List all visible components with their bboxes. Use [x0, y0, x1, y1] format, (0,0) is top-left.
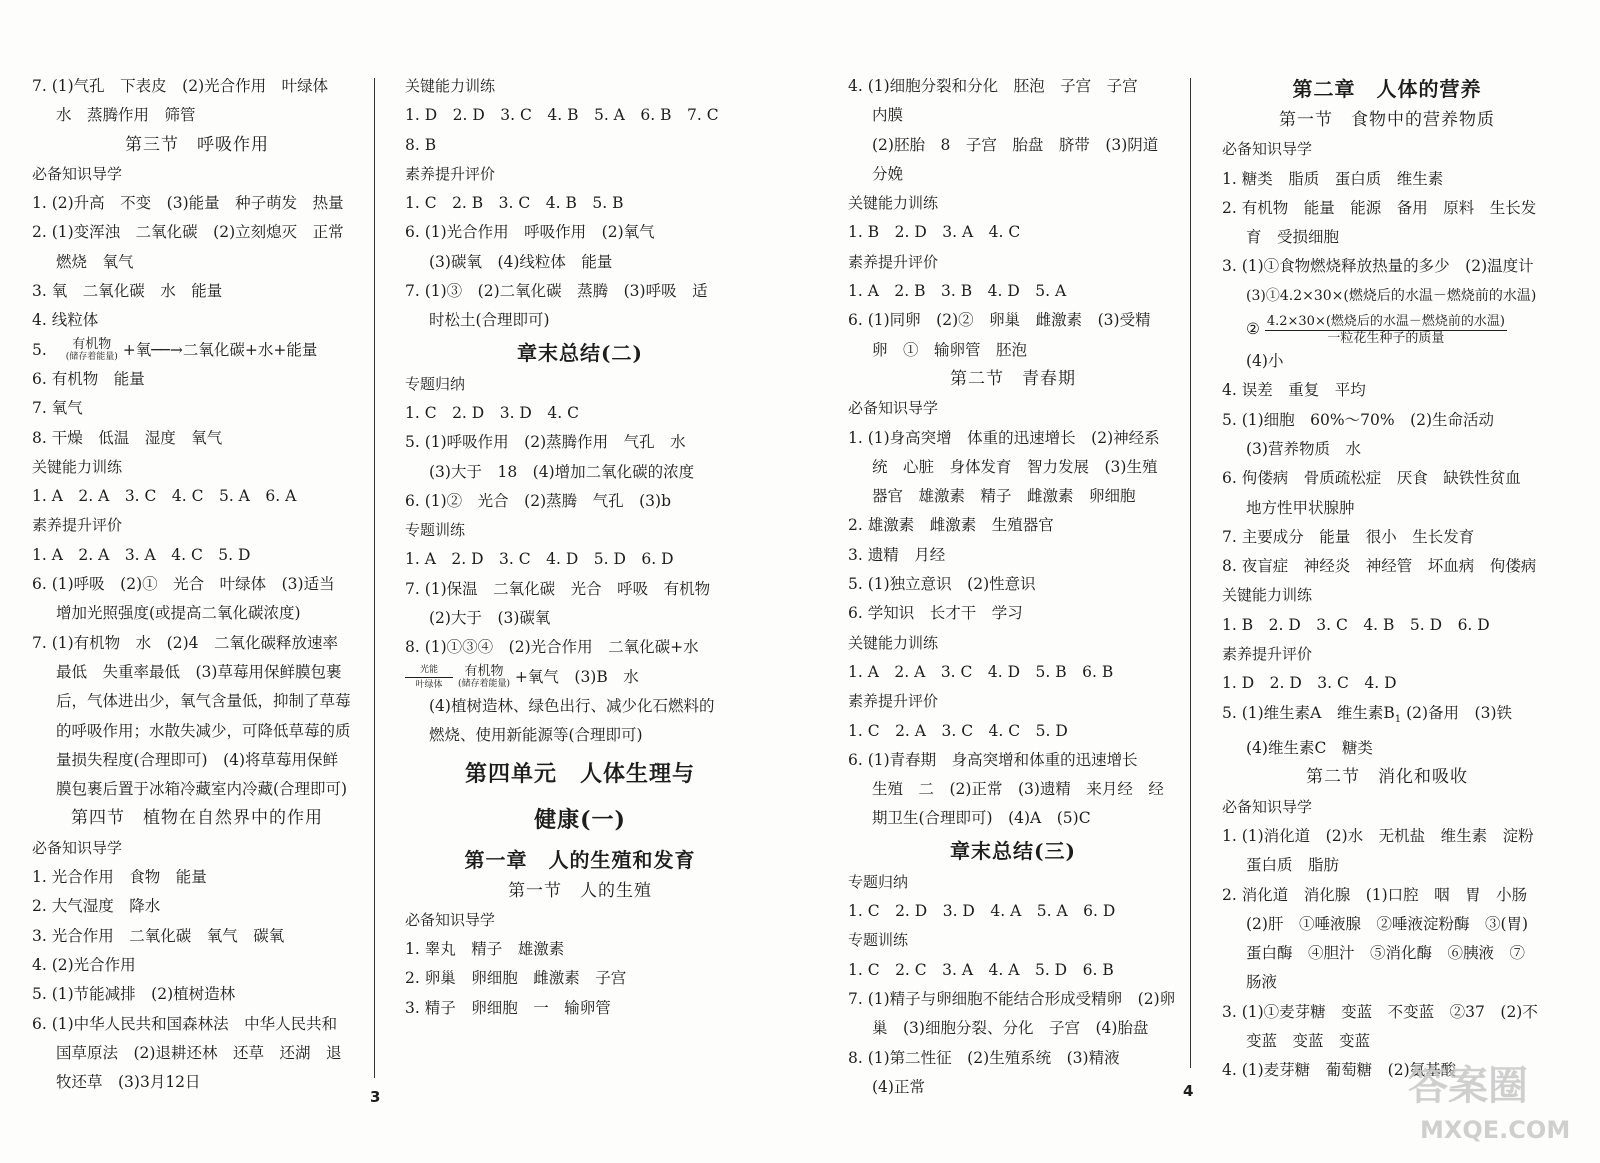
answer-line: 卵 ① 输卵管 胚泡: [872, 340, 1028, 359]
answer-line: 时松土(合理即可): [429, 311, 550, 330]
organic-matter-stack: [457, 663, 510, 690]
answer-line: 8. 夜盲症 神经炎 神经管 坏血病 佝偻病: [1222, 557, 1537, 576]
chapter-summary-heading: 章末总结(二): [517, 340, 643, 365]
answer-line: 8. (1)①③④ (2)光合作用 二氧化碳+水: [405, 638, 699, 657]
answer-line: 1. 睾丸 精子 雄激素: [405, 940, 565, 959]
chapter-heading: 第一章 人的生殖和发育: [464, 847, 696, 872]
answer-line: 燃烧 氧气: [56, 252, 134, 271]
watermark-logo: 答案圈: [1408, 1063, 1528, 1109]
stack-top: 有机物: [464, 663, 504, 679]
answer-line: 7. (1)气孔 下表皮 (2)光合作用 叶绿体: [32, 77, 329, 95]
subsection-label: 关键能力训练: [405, 77, 496, 95]
answer-line: 7. (1)精子与卵细胞不能结合形成受精卵 (2)卵: [848, 989, 1176, 1008]
reaction-arrow: [405, 665, 453, 690]
chapter-heading: 第二章 人体的营养: [1292, 77, 1482, 101]
answer-line: 6. 学知识 长才干 学习: [848, 604, 1023, 623]
section-heading: 第四节 植物在自然界中的作用: [71, 808, 323, 829]
answer-line: 1. (1)消化道 (2)水 无机盐 维生素 淀粉: [1222, 826, 1534, 845]
equation-rest: +氧──→二氧化碳+水+能量: [122, 340, 318, 359]
answer-line: (4)小: [1246, 352, 1284, 371]
answer-line: 6. (1)中华人民共和国森林法 中华人民共和: [32, 1014, 338, 1033]
subsection-label: 专题归纳: [405, 374, 466, 393]
column-3: [848, 72, 1178, 1102]
section-heading: 第二节 消化和吸收: [1306, 767, 1468, 788]
answer-line: 3. 精子 卵细胞 一 输卵管: [405, 998, 611, 1017]
section-heading: 第三节 呼吸作用: [125, 134, 269, 155]
page-number: 4: [1183, 1082, 1194, 1100]
answer-line: 的呼吸作用；水散失减少，可降低草莓的质: [56, 721, 351, 740]
answer-line: 增加光照强度(或提高二氧化碳浓度): [56, 604, 301, 623]
answer-line: 3. 氧 二氧化碳 水 能量: [32, 282, 223, 301]
answer-line: 7. 主要成分 能量 很小 生长发育: [1222, 527, 1475, 546]
stack-note: (储存着能量): [65, 351, 118, 362]
unit-heading: 第四单元 人体生理与: [464, 760, 695, 787]
answer-line: 1. C 2. D 3. D 4. C: [405, 403, 579, 422]
answer-line: 燃烧、使用新能源等(合理即可): [429, 726, 643, 745]
answer-line: (4)植树造林、绿色出行、减少化石燃料的: [429, 696, 715, 715]
arrow-site: 叶绿体: [415, 680, 443, 691]
subsection-label: 必备知识导学: [1222, 140, 1313, 159]
fraction-numerator: 4.2×30×(燃烧后的水温－燃烧前的水温): [1266, 313, 1505, 329]
answer-line: 4. (2)光合作用: [32, 955, 136, 974]
subsection-label: 必备知识导学: [1222, 797, 1313, 816]
subsection-label: 专题训练: [405, 521, 466, 540]
answer-line: 7. (1)有机物 水 (2)4 二氧化碳释放速率: [32, 633, 338, 652]
answer-line: 1. D 2. D 3. C 4. D: [1222, 674, 1397, 693]
watermark-url: MXQE.COM: [1420, 1116, 1571, 1144]
answer-line: 1. D 2. D 3. C 4. B 5. A 6. B 7. C: [405, 106, 719, 125]
answer-line: 3. (1)①食物燃烧释放热量的多少 (2)温度计: [1222, 257, 1534, 276]
answer-line: 分娩: [872, 164, 904, 183]
answer-line: (3)碳氧 (4)线粒体 能量: [429, 252, 613, 271]
column-4: [1222, 72, 1552, 1086]
answer-line: 3. 光合作用 二氧化碳 氧气 碳氧: [32, 926, 285, 945]
answer-line: 2. 消化道 消化腺 (1)口腔 咽 胃 小肠: [1222, 885, 1528, 904]
answer-line: 膜包裹后置于冰箱冷藏室内冷藏(合理即可): [56, 780, 348, 799]
answer-line: 1. C 2. C 3. A 4. A 5. D 6. B: [848, 960, 1114, 979]
chapter-summary-heading: 章末总结(三): [950, 838, 1076, 863]
column-1: [32, 72, 362, 1097]
answer-line: 肠液: [1246, 973, 1278, 992]
subsection-label: 关键能力训练: [32, 457, 123, 476]
answer-line: 3. 遗精 月经: [848, 545, 946, 564]
answer-line: 5. (1)独立意识 (2)性意识: [848, 575, 1036, 594]
answer-line: 1. 糖类 脂质 蛋白质 维生素: [1222, 169, 1444, 188]
column-2: [405, 72, 755, 1023]
answer-line: 6. (1)呼吸 (2)① 光合 叶绿体 (3)适当: [32, 575, 335, 594]
answer-line: 1. A 2. A 3. C 4. D 5. B 6. B: [848, 662, 1114, 681]
answer-line: (2)胚胎 8 子宫 胎盘 脐带 (3)阴道: [872, 135, 1159, 154]
answer-line: 8. (1)第二性征 (2)生殖系统 (3)精液: [848, 1048, 1120, 1067]
organic-matter-stack: [65, 336, 118, 363]
answer-line: 育 受损细胞: [1246, 228, 1340, 247]
answer-line: 量损失程度(合理即可) (4)将草莓用保鲜: [56, 750, 339, 769]
answer-line: (2)肝 ①唾液腺 ②唾液淀粉酶 ③(胃): [1246, 914, 1529, 933]
answer-line: (3)大于 18 (4)增加二氧化碳的浓度: [429, 462, 695, 481]
answer-line: 4. (1)麦芽糖 葡萄糖 (2)氨基酸: [1222, 1061, 1457, 1080]
answer-line: 巢 (3)细胞分裂、分化 子宫 (4)胎盘: [872, 1019, 1149, 1038]
subsection-label: 素养提升评价: [32, 516, 123, 535]
fraction-denominator: 一粒花生种子的质量: [1327, 330, 1445, 346]
answer-line: 8. B: [405, 135, 437, 154]
answer-line: 3. (1)①麦芽糖 变蓝 不变蓝 ②37 (2)不: [1222, 1002, 1538, 1021]
subsection-label: 关键能力训练: [848, 633, 939, 652]
answer-line: 2. 卵巢 卵细胞 雌激素 子宫: [405, 969, 627, 988]
answer-line: 6. 有机物 能量: [32, 369, 145, 388]
answer-line: 水 蒸腾作用 筛管: [56, 106, 196, 125]
answer-line: 2. 雄激素 雌激素 生殖器官: [848, 516, 1054, 535]
answer-line: 统 心脏 身体发育 智力发展 (3)生殖: [872, 457, 1158, 476]
answer-line: 4. (1)细胞分裂和分化 胚泡 子宫 子宫: [848, 77, 1138, 95]
answer-line: (2)大于 (3)碳氧: [429, 609, 551, 628]
answer-line: 变蓝 变蓝 变蓝: [1246, 1032, 1371, 1050]
answer-line: (3)①4.2×30×(燃烧后的水温－燃烧前的水温): [1246, 287, 1537, 304]
formula-line: [1222, 311, 1552, 347]
answer-line: 2. 有机物 能量 能源 备用 原料 生长发: [1222, 198, 1537, 217]
answer-line: [1222, 699, 1552, 734]
answer-line: 内膜: [872, 106, 904, 125]
answer-line: 4. 误差 重复 平均: [1222, 381, 1366, 400]
fraction: [1265, 314, 1507, 347]
arrow-condition: 光能: [419, 665, 438, 676]
subsection-label: 必备知识导学: [405, 910, 496, 929]
equation-rest: +氧气 (3)B 水: [514, 667, 639, 686]
subsection-label: 关键能力训练: [848, 194, 939, 213]
answer-line: 国草原法 (2)退耕还林 还草 还湖 退: [56, 1043, 342, 1062]
answer-line: 蛋白酶 ④胆汁 ⑤消化酶 ⑥胰液 ⑦: [1246, 944, 1526, 963]
answer-line: 后，气体进出少，氧气含量低，抑制了草莓: [56, 692, 351, 711]
stack-note: (储存着能量): [457, 678, 510, 689]
section-heading: 第一节 人的生殖: [508, 880, 652, 901]
subsection-label: 素养提升评价: [405, 164, 496, 183]
answer-text: 5. (1)维生素A 维生素B: [1222, 703, 1395, 722]
subsection-label: 专题训练: [848, 931, 909, 950]
answer-line: 7. 氧气: [32, 399, 83, 418]
answer-line: 6. (1)同卵 (2)② 卵巢 雌激素 (3)受精: [848, 311, 1151, 330]
answer-line: 7. (1)保温 二氧化碳 光合 呼吸 有机物: [405, 579, 711, 598]
subsection-label: 必备知识导学: [848, 399, 939, 418]
answer-line: 6. (1)② 光合 (2)蒸腾 气孔 (3)b: [405, 491, 672, 510]
answer-line: 1. A 2. D 3. C 4. D 5. D 6. D: [405, 550, 674, 569]
answer-line: 6. 佝偻病 骨质疏松症 厌食 缺铁性贫血: [1222, 469, 1521, 488]
answer-line: 2. (1)变浑浊 二氧化碳 (2)立刻熄灭 正常: [32, 223, 344, 242]
answer-line: 5. (1)细胞 60%～70% (2)生命活动: [1222, 410, 1495, 429]
answer-line: 牧还草 (3)3月12日: [56, 1073, 201, 1092]
answer-line: 1. A 2. B 3. B 4. D 5. A: [848, 282, 1067, 301]
answer-line: 5. (1)呼吸作用 (2)蒸腾作用 气孔 水: [405, 433, 686, 452]
answer-line: 1. B 2. D 3. A 4. C: [848, 223, 1021, 242]
section-heading: 第二节 青春期: [950, 368, 1076, 389]
unit-heading-continued: 健康(一): [534, 806, 626, 833]
answer-line: 2. 大气湿度 降水: [32, 897, 161, 916]
section-heading: 第一节 食物中的营养物质: [1279, 110, 1495, 130]
equation-line: [32, 336, 362, 365]
answer-line: 地方性甲状腺肿: [1246, 498, 1355, 517]
column-divider: [1190, 78, 1191, 1068]
answer-line: 1. C 2. B 3. C 4. B 5. B: [405, 194, 624, 213]
subsection-label: 专题归纳: [848, 872, 909, 891]
answer-line: 器官 雄激素 精子 雌激素 卵细胞: [872, 487, 1136, 506]
photosynthesis-equation: [405, 663, 755, 692]
subsection-label: 素养提升评价: [848, 252, 939, 271]
answer-line: (4)正常: [872, 1077, 925, 1096]
subsection-label: 必备知识导学: [32, 164, 123, 183]
subsection-label: 必备知识导学: [32, 838, 123, 857]
answer-line: 1. B 2. D 3. C 4. B 5. D 6. D: [1222, 615, 1490, 634]
answer-line: 4. 线粒体: [32, 311, 99, 330]
column-divider: [374, 78, 375, 1078]
answer-line: 蛋白质 脂肪: [1246, 856, 1340, 875]
formula-marker: ②: [1246, 320, 1260, 339]
subsection-label: 素养提升评价: [848, 692, 939, 711]
answer-line: 最低 失重率最低 (3)草莓用保鲜膜包裹: [56, 662, 342, 681]
answer-line: (4)维生素C 糖类: [1246, 739, 1373, 758]
answer-line: 6. (1)光合作用 呼吸作用 (2)氧气: [405, 223, 655, 242]
answer-line: 6. (1)青春期 身高突增和体重的迅速增长: [848, 750, 1138, 769]
answer-line: 1. A 2. A 3. C 4. C 5. A 6. A: [32, 487, 297, 506]
answer-line: 生殖 二 (2)正常 (3)遗精 来月经 经: [872, 780, 1164, 799]
answer-text: (2)备用 (3)铁: [1406, 703, 1512, 722]
arrow-line: [405, 677, 453, 678]
answer-line: 1. (2)升高 不变 (3)能量 种子萌发 热量: [32, 194, 344, 213]
answer-line: 7. (1)③ (2)二氧化碳 蒸腾 (3)呼吸 适: [405, 282, 708, 301]
answer-line: 1. (1)身高突增 体重的迅速增长 (2)神经系: [848, 428, 1160, 447]
subscript: 1: [1394, 713, 1402, 725]
subsection-label: 关键能力训练: [1222, 586, 1313, 605]
page-number: 3: [370, 1088, 381, 1106]
answer-line: 1. 光合作用 食物 能量: [32, 868, 207, 887]
answer-line: 1. C 2. A 3. C 4. C 5. D: [848, 721, 1068, 740]
answer-line: 1. C 2. D 3. D 4. A 5. A 6. D: [848, 902, 1116, 921]
answer-line: 1. A 2. A 3. A 4. C 5. D: [32, 545, 251, 564]
stack-top: 有机物: [72, 336, 112, 352]
answer-line: 5. (1)节能减排 (2)植树造林: [32, 985, 236, 1004]
subsection-label: 素养提升评价: [1222, 645, 1313, 664]
answer-line: 8. 干燥 低温 湿度 氧气: [32, 428, 223, 447]
answer-line: 期卫生(合理即可) (4)A (5)C: [872, 809, 1091, 828]
answer-line: (3)营养物质 水: [1246, 439, 1361, 458]
answer-number: 5.: [32, 340, 47, 359]
